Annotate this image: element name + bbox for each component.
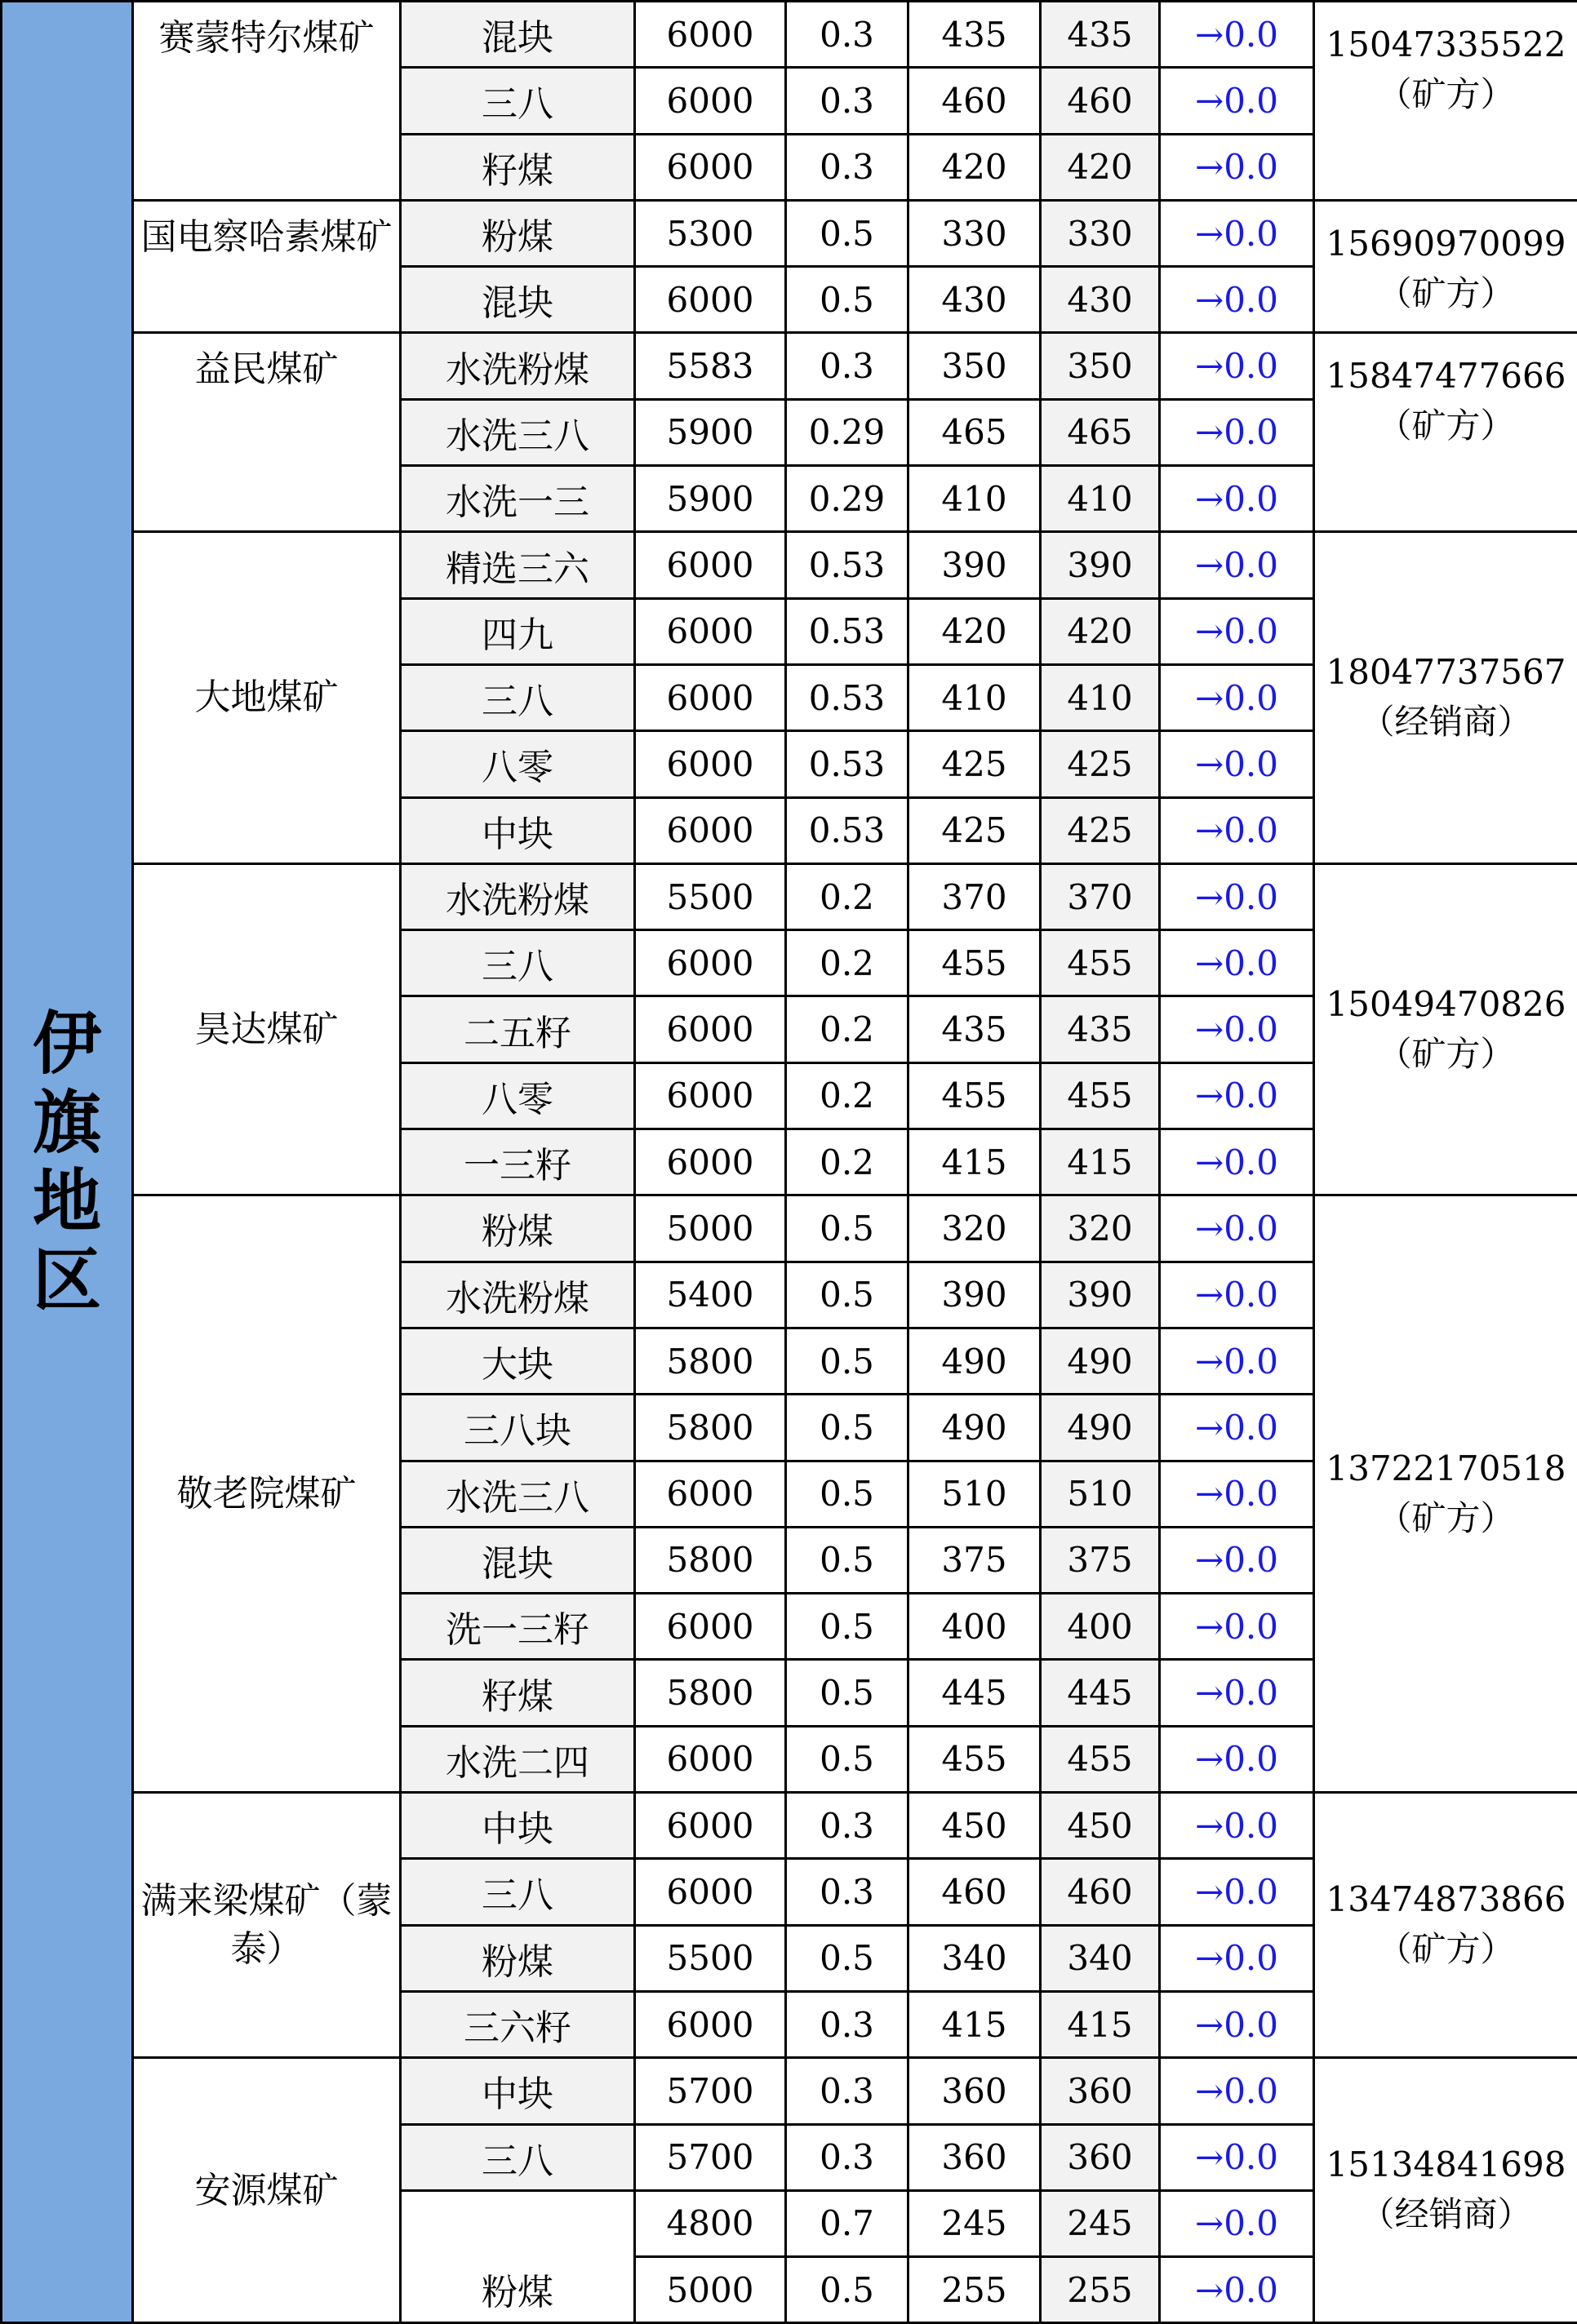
calorific-value-cell: 6000 [635, 1594, 786, 1660]
current-price-cell: 245 [1041, 2190, 1160, 2256]
sulfur-content-cell: 0.5 [786, 1726, 908, 1792]
calorific-value-cell: 6000 [635, 731, 786, 797]
current-price-cell: 490 [1041, 1395, 1160, 1461]
price-change-cell: →0.0 [1160, 2, 1314, 68]
mine-name: 安源煤矿 [133, 2058, 401, 2323]
sulfur-content-cell: 0.5 [786, 1660, 908, 1726]
calorific-value-cell: 5900 [635, 399, 786, 465]
previous-price-cell: 465 [908, 399, 1041, 465]
calorific-value-cell: 5900 [635, 466, 786, 532]
previous-price-cell: 410 [908, 664, 1041, 730]
calorific-value-cell: 5500 [635, 863, 786, 929]
table-row [2, 1195, 1577, 1262]
current-price-cell: 360 [1041, 2058, 1160, 2124]
previous-price-cell: 455 [908, 1726, 1041, 1792]
coal-grade-cell: 三八 [401, 68, 635, 134]
previous-price-cell: 320 [908, 1195, 1041, 1262]
coal-grade-cell: 三八 [401, 664, 635, 730]
price-change-cell: →0.0 [1160, 333, 1314, 399]
table-body [2, 2, 1577, 2323]
sulfur-content-cell: 0.53 [786, 532, 908, 598]
current-price-cell: 410 [1041, 664, 1160, 730]
table-row [2, 863, 1577, 929]
current-price-cell: 370 [1041, 863, 1160, 929]
price-change-cell: →0.0 [1160, 731, 1314, 797]
coal-grade-cell: 洗一三籽 [401, 1594, 635, 1660]
mine-name: 益民煤矿 [133, 333, 401, 532]
previous-price-cell: 420 [908, 598, 1041, 664]
region-name-text: 伊旗地区 [29, 1005, 104, 1319]
sulfur-content-cell: 0.5 [786, 1594, 908, 1660]
price-change-cell: →0.0 [1160, 1395, 1314, 1461]
sulfur-content-cell: 0.5 [786, 1527, 908, 1593]
previous-price-cell: 350 [908, 333, 1041, 399]
calorific-value-cell: 5500 [635, 1925, 786, 1991]
coal-grade-cell: 水洗二四 [401, 1726, 635, 1792]
coal-grade-cell: 三八 [401, 2124, 635, 2190]
price-change-cell: →0.0 [1160, 134, 1314, 200]
coal-grade-cell: 水洗粉煤 [401, 333, 635, 399]
coal-grade-cell: 四九 [401, 598, 635, 664]
calorific-value-cell: 6000 [635, 1991, 786, 2057]
sulfur-content-cell: 0.5 [786, 200, 908, 266]
price-change-cell: →0.0 [1160, 2124, 1314, 2190]
table-row [2, 2, 1577, 68]
coal-grade-cell: 八零 [401, 731, 635, 797]
coal-grade-cell: 混块 [401, 2, 635, 68]
previous-price-cell: 400 [908, 1594, 1041, 1660]
price-change-cell: →0.0 [1160, 1925, 1314, 1991]
calorific-value-cell: 6000 [635, 1793, 786, 1859]
previous-price-cell: 425 [908, 797, 1041, 863]
coal-grade-cell: 中块 [401, 1793, 635, 1859]
current-price-cell: 350 [1041, 333, 1160, 399]
price-change-cell: →0.0 [1160, 930, 1314, 996]
coal-grade-cell: 三六籽 [401, 1991, 635, 2057]
current-price-cell: 415 [1041, 1129, 1160, 1195]
sulfur-content-cell: 0.5 [786, 267, 908, 333]
mine-name: 敬老院煤矿 [133, 1195, 401, 1793]
current-price-cell: 425 [1041, 797, 1160, 863]
current-price-cell: 460 [1041, 1859, 1160, 1925]
sulfur-content-cell: 0.3 [786, 1859, 908, 1925]
table-row [2, 1793, 1577, 1859]
sulfur-content-cell: 0.2 [786, 996, 908, 1062]
sulfur-content-cell: 0.5 [786, 2257, 908, 2323]
contact-type: （矿方） [1315, 269, 1577, 319]
contact-cell [1314, 200, 1577, 333]
previous-price-cell: 445 [908, 1660, 1041, 1726]
table-row [2, 200, 1577, 266]
current-price-cell: 420 [1041, 598, 1160, 664]
calorific-value-cell: 6000 [635, 996, 786, 1062]
sulfur-content-cell: 0.3 [786, 2, 908, 68]
mine-name: 国电察哈素煤矿 [133, 200, 401, 333]
coal-grade-cell: 籽煤 [401, 1660, 635, 1726]
calorific-value-cell: 5300 [635, 200, 786, 266]
price-change-cell: →0.0 [1160, 1859, 1314, 1925]
current-price-cell: 330 [1041, 200, 1160, 266]
calorific-value-cell: 6000 [635, 267, 786, 333]
price-change-cell: →0.0 [1160, 399, 1314, 465]
sulfur-content-cell: 0.3 [786, 68, 908, 134]
previous-price-cell: 430 [908, 267, 1041, 333]
previous-price-cell: 425 [908, 731, 1041, 797]
contact-type: （矿方） [1315, 1030, 1577, 1080]
coal-grade-cell: 三八 [401, 1859, 635, 1925]
previous-price-cell: 490 [908, 1328, 1041, 1394]
sulfur-content-cell: 0.29 [786, 466, 908, 532]
previous-price-cell: 410 [908, 466, 1041, 532]
price-change-cell: →0.0 [1160, 1195, 1314, 1262]
previous-price-cell: 255 [908, 2257, 1041, 2323]
calorific-value-cell: 5800 [635, 1527, 786, 1593]
previous-price-cell: 360 [908, 2124, 1041, 2190]
coal-grade-cell: 籽煤 [401, 134, 635, 200]
sulfur-content-cell: 0.2 [786, 1062, 908, 1129]
calorific-value-cell: 6000 [635, 1726, 786, 1792]
calorific-value-cell: 6000 [635, 134, 786, 200]
sulfur-content-cell: 0.5 [786, 1395, 908, 1461]
coal-grade-cell: 三八 [401, 930, 635, 996]
mine-name: 满来梁煤矿（蒙泰） [133, 1793, 401, 2058]
price-change-cell: →0.0 [1160, 1793, 1314, 1859]
sulfur-content-cell: 0.3 [786, 134, 908, 200]
coal-grade-cell: 一三籽 [401, 1129, 635, 1195]
contact-phone: 15690970099 [1315, 220, 1577, 269]
current-price-cell: 430 [1041, 267, 1160, 333]
coal-grade-cell: 混块 [401, 267, 635, 333]
sulfur-content-cell: 0.2 [786, 930, 908, 996]
calorific-value-cell: 6000 [635, 2, 786, 68]
sulfur-content-cell: 0.2 [786, 1129, 908, 1195]
price-change-cell: →0.0 [1160, 1660, 1314, 1726]
price-change-cell: →0.0 [1160, 1461, 1314, 1527]
previous-price-cell: 390 [908, 532, 1041, 598]
sulfur-content-cell: 0.5 [786, 1328, 908, 1394]
contact-type: （矿方） [1315, 401, 1577, 451]
mine-name: 赛蒙特尔煤矿 [133, 2, 401, 201]
current-price-cell: 400 [1041, 1594, 1160, 1660]
contact-type: （矿方） [1315, 70, 1577, 120]
price-change-cell: →0.0 [1160, 1328, 1314, 1394]
coal-grade-cell: 粉煤 [401, 1925, 635, 1991]
current-price-cell: 390 [1041, 532, 1160, 598]
price-change-cell: →0.0 [1160, 1726, 1314, 1792]
sulfur-content-cell: 0.5 [786, 1195, 908, 1262]
sulfur-content-cell: 0.3 [786, 1793, 908, 1859]
contact-cell [1314, 1195, 1577, 1793]
current-price-cell: 460 [1041, 68, 1160, 134]
table-row [2, 333, 1577, 399]
sulfur-content-cell: 0.29 [786, 399, 908, 465]
coal-grade-cell: 粉煤 [401, 1195, 635, 1262]
previous-price-cell: 415 [908, 1129, 1041, 1195]
previous-price-cell: 490 [908, 1395, 1041, 1461]
calorific-value-cell: 5000 [635, 2257, 786, 2323]
current-price-cell: 410 [1041, 466, 1160, 532]
price-change-cell: →0.0 [1160, 2190, 1314, 2256]
previous-price-cell: 450 [908, 1793, 1041, 1859]
contact-cell [1314, 333, 1577, 532]
price-change-cell: →0.0 [1160, 267, 1314, 333]
sulfur-content-cell: 0.3 [786, 2058, 908, 2124]
previous-price-cell: 330 [908, 200, 1041, 266]
previous-price-cell: 455 [908, 930, 1041, 996]
current-price-cell: 375 [1041, 1527, 1160, 1593]
calorific-value-cell: 5800 [635, 1395, 786, 1461]
sulfur-content-cell: 0.3 [786, 333, 908, 399]
sulfur-content-cell: 0.3 [786, 2124, 908, 2190]
price-change-cell: →0.0 [1160, 200, 1314, 266]
price-change-cell: →0.0 [1160, 797, 1314, 863]
previous-price-cell: 340 [908, 1925, 1041, 1991]
price-change-cell: →0.0 [1160, 1129, 1314, 1195]
current-price-cell: 465 [1041, 399, 1160, 465]
contact-cell [1314, 532, 1577, 863]
calorific-value-cell: 6000 [635, 1859, 786, 1925]
contact-type: （经销商） [1315, 2190, 1577, 2240]
price-change-cell: →0.0 [1160, 664, 1314, 730]
calorific-value-cell: 6000 [635, 930, 786, 996]
coal-grade-cell: 二五籽 [401, 996, 635, 1062]
coal-grade-cell: 水洗粉煤 [401, 863, 635, 929]
coal-grade-cell: 水洗粉煤 [401, 1262, 635, 1328]
previous-price-cell: 415 [908, 1991, 1041, 2057]
current-price-cell: 340 [1041, 1925, 1160, 1991]
coal-grade-cell: 精选三六 [401, 532, 635, 598]
contact-type: （矿方） [1315, 1494, 1577, 1544]
calorific-value-cell: 6000 [635, 532, 786, 598]
previous-price-cell: 245 [908, 2190, 1041, 2256]
previous-price-cell: 370 [908, 863, 1041, 929]
price-change-cell: →0.0 [1160, 1594, 1314, 1660]
previous-price-cell: 510 [908, 1461, 1041, 1527]
current-price-cell: 455 [1041, 1726, 1160, 1792]
contact-phone: 13722170518 [1315, 1444, 1577, 1494]
current-price-cell: 455 [1041, 930, 1160, 996]
calorific-value-cell: 6000 [635, 664, 786, 730]
calorific-value-cell: 6000 [635, 1461, 786, 1527]
price-change-cell: →0.0 [1160, 863, 1314, 929]
current-price-cell: 490 [1041, 1328, 1160, 1394]
calorific-value-cell: 5800 [635, 1660, 786, 1726]
current-price-cell: 445 [1041, 1660, 1160, 1726]
previous-price-cell: 460 [908, 1859, 1041, 1925]
region-label [2, 2, 133, 2323]
sulfur-content-cell: 0.5 [786, 1925, 908, 1991]
contact-cell [1314, 863, 1577, 1195]
calorific-value-cell: 5000 [635, 1195, 786, 1262]
previous-price-cell: 435 [908, 2, 1041, 68]
price-change-cell: →0.0 [1160, 598, 1314, 664]
sulfur-content-cell: 0.5 [786, 1262, 908, 1328]
price-change-cell: →0.0 [1160, 466, 1314, 532]
sulfur-content-cell: 0.5 [786, 1461, 908, 1527]
current-price-cell: 420 [1041, 134, 1160, 200]
previous-price-cell: 360 [908, 2058, 1041, 2124]
coal-grade-cell: 粉煤 [401, 200, 635, 266]
price-change-cell: →0.0 [1160, 532, 1314, 598]
current-price-cell: 360 [1041, 2124, 1160, 2190]
price-change-cell: →0.0 [1160, 996, 1314, 1062]
current-price-cell: 435 [1041, 996, 1160, 1062]
calorific-value-cell: 6000 [635, 797, 786, 863]
coal-grade-cell: 中块 [401, 797, 635, 863]
previous-price-cell: 390 [908, 1262, 1041, 1328]
sulfur-content-cell: 0.53 [786, 664, 908, 730]
mine-name: 大地煤矿 [133, 532, 401, 863]
previous-price-cell: 420 [908, 134, 1041, 200]
current-price-cell: 455 [1041, 1062, 1160, 1129]
coal-grade-cell: 大块 [401, 1328, 635, 1394]
price-change-cell: →0.0 [1160, 68, 1314, 134]
price-change-cell: →0.0 [1160, 2058, 1314, 2124]
contact-phone: 15847477666 [1315, 352, 1577, 401]
coal-grade-cell: 三八块 [401, 1395, 635, 1461]
previous-price-cell: 435 [908, 996, 1041, 1062]
previous-price-cell: 375 [908, 1527, 1041, 1593]
current-price-cell: 415 [1041, 1991, 1160, 2057]
coal-grade-cell: 水洗三八 [401, 399, 635, 465]
contact-phone: 15047335522 [1315, 20, 1577, 70]
sulfur-content-cell: 0.3 [786, 1991, 908, 2057]
calorific-value-cell: 6000 [635, 68, 786, 134]
calorific-value-cell: 4800 [635, 2190, 786, 2256]
contact-cell [1314, 1793, 1577, 2058]
table-row [2, 2058, 1577, 2124]
coal-grade-cell: 水洗三八 [401, 1461, 635, 1527]
current-price-cell: 320 [1041, 1195, 1160, 1262]
contact-phone: 15049470826 [1315, 980, 1577, 1030]
current-price-cell: 435 [1041, 2, 1160, 68]
coal-grade-cell: 粉煤 [401, 2190, 635, 2323]
calorific-value-cell: 6000 [635, 1062, 786, 1129]
coal-grade-cell: 中块 [401, 2058, 635, 2124]
coal-grade-cell: 混块 [401, 1527, 635, 1593]
table-row [2, 532, 1577, 598]
mine-name: 昊达煤矿 [133, 863, 401, 1195]
contact-phone: 13474873866 [1315, 1875, 1577, 1925]
sulfur-content-cell: 0.7 [786, 2190, 908, 2256]
calorific-value-cell: 5400 [635, 1262, 786, 1328]
price-change-cell: →0.0 [1160, 1262, 1314, 1328]
current-price-cell: 255 [1041, 2257, 1160, 2323]
previous-price-cell: 460 [908, 68, 1041, 134]
current-price-cell: 510 [1041, 1461, 1160, 1527]
contact-type: （矿方） [1315, 1925, 1577, 1975]
calorific-value-cell: 5700 [635, 2124, 786, 2190]
coal-grade-cell: 八零 [401, 1062, 635, 1129]
sulfur-content-cell: 0.53 [786, 731, 908, 797]
sulfur-content-cell: 0.53 [786, 797, 908, 863]
sulfur-content-cell: 0.2 [786, 863, 908, 929]
price-change-cell: →0.0 [1160, 1991, 1314, 2057]
calorific-value-cell: 6000 [635, 1129, 786, 1195]
calorific-value-cell: 5583 [635, 333, 786, 399]
contact-cell [1314, 2, 1577, 201]
coal-grade-cell: 水洗一三 [401, 466, 635, 532]
current-price-cell: 425 [1041, 731, 1160, 797]
contact-phone: 15134841698 [1315, 2140, 1577, 2190]
price-change-cell: →0.0 [1160, 1062, 1314, 1129]
calorific-value-cell: 5700 [635, 2058, 786, 2124]
contact-type: （经销商） [1315, 698, 1577, 747]
current-price-cell: 390 [1041, 1262, 1160, 1328]
current-price-cell: 450 [1041, 1793, 1160, 1859]
price-change-cell: →0.0 [1160, 2257, 1314, 2323]
calorific-value-cell: 6000 [635, 598, 786, 664]
previous-price-cell: 455 [908, 1062, 1041, 1129]
calorific-value-cell: 5800 [635, 1328, 786, 1394]
price-change-cell: →0.0 [1160, 1527, 1314, 1593]
contact-phone: 18047737567 [1315, 648, 1577, 698]
sulfur-content-cell: 0.53 [786, 598, 908, 664]
contact-cell [1314, 2058, 1577, 2323]
